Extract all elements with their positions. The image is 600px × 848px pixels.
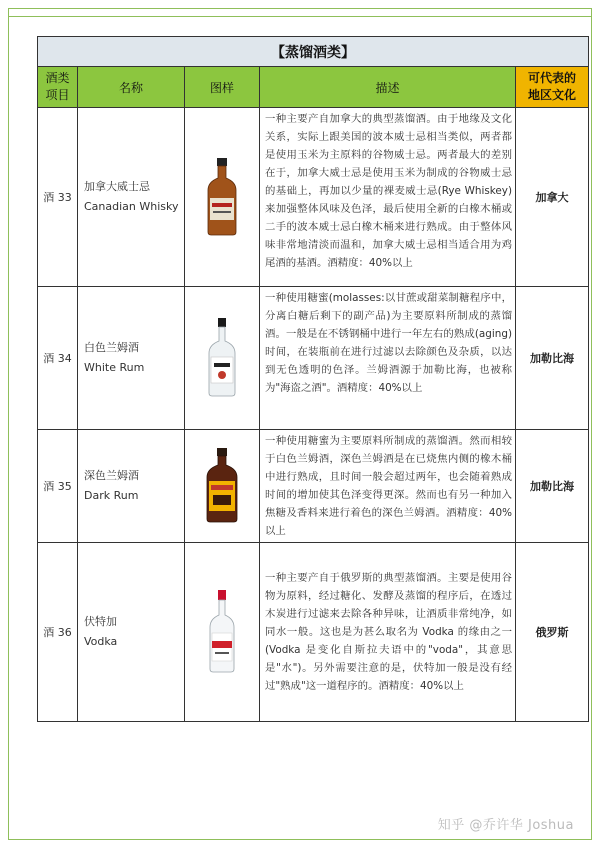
name-cn: 加拿大威士忌	[84, 180, 150, 193]
spirits-table	[37, 36, 589, 722]
header-region: 可代表的 地区文化	[516, 67, 589, 108]
top-rule	[8, 16, 592, 17]
row-type: 酒 33	[38, 108, 78, 287]
row-image	[185, 108, 260, 287]
row-name	[78, 287, 185, 430]
table-row	[38, 108, 589, 287]
row-image	[185, 543, 260, 722]
row-image	[185, 430, 260, 543]
header-name: 名称	[78, 67, 185, 108]
row-type: 酒 34	[38, 287, 78, 430]
row-name	[78, 430, 185, 543]
table-row	[38, 287, 589, 430]
row-name	[78, 108, 185, 287]
whisky-bottle-image	[202, 156, 242, 236]
name-en: Canadian Whisky	[84, 200, 179, 213]
row-region: 加拿大	[516, 108, 589, 287]
bottle-cap	[217, 158, 227, 166]
name-en: Dark Rum	[84, 489, 139, 502]
row-region: 加勒比海	[516, 287, 589, 430]
watermark: 知乎 @乔许华 Joshua	[437, 818, 574, 833]
header-row	[38, 67, 589, 108]
vodka-bottle-image	[205, 589, 239, 673]
row-region: 俄罗斯	[516, 543, 589, 722]
table-title: 【蒸馏酒类】	[38, 37, 589, 67]
row-description: 一种主要产自于俄罗斯的典型蒸馏酒。主要是使用谷物为原料，经过糖化、发酵及蒸馏的程序后，在透过木炭进行过滤来去除各种异味，让酒质非常纯净，如同水一般。这也是为甚么取名为 Vodka 的缘由之一(Vodka 是变化自斯拉夫语中的"voda"，其意思是"水")。另外需要注意的是，伏特加一般是没有经过"熟成"这一道程序的。酒精度：40%以上	[260, 543, 516, 722]
bottle-label	[211, 357, 233, 383]
row-name	[78, 543, 185, 722]
name-cn: 深色兰姆酒	[84, 469, 139, 482]
header-type: 酒类 项目	[38, 67, 78, 108]
name-en: Vodka	[84, 635, 118, 648]
row-region: 加勒比海	[516, 430, 589, 543]
white-rum-bottle-image	[204, 317, 240, 397]
bottle-cap	[218, 590, 226, 600]
row-description: 一种使用糖蜜为主要原料所制成的蒸馏酒。然而相较于白色兰姆酒，深色兰姆酒是在已烧焦内侧的橡木桶中进行熟成，且时间一般会超过两年，也会随着熟成时间的增加使其色泽变得更深。然而也有另一种加入焦糖及香料来进行着色的深色兰姆酒。酒精度：40%以上	[260, 430, 516, 543]
row-type: 酒 36	[38, 543, 78, 722]
row-description: 一种使用糖蜜(molasses:以甘蔗或甜菜制糖程序中，分离白糖后剩下的副产品)为主要原料所制成的蒸馏酒。一般是在不锈钢桶中进行一年左右的熟成(aging)时间，在装瓶前在进行过滤以去除颜色及杂质，以达到无色透明的色泽。兰姆酒源于加勒比海，也被称为"海盗之酒"。酒精度：40%以上	[260, 287, 516, 430]
bottle-cap	[217, 448, 227, 456]
name-cn: 伏特加	[84, 615, 117, 628]
row-type: 酒 35	[38, 430, 78, 543]
bottle-label	[210, 198, 234, 220]
row-image	[185, 287, 260, 430]
table-row	[38, 430, 589, 543]
name-cn: 白色兰姆酒	[84, 341, 139, 354]
dark-rum-bottle-image	[202, 447, 242, 523]
bottle-cap	[218, 318, 226, 327]
row-description: 一种主要产自加拿大的典型蒸馏酒。由于地缘及文化关系，实际上跟美国的波本威士忌相当类似，两者都是使用玉米为主原料的谷物威士忌。两者最大的差别在于，加拿大威士忌是使用玉米为制成的谷物威士忌的基础上，再加以少量的裸麦威士忌(Rye Whiskey)来加强整体风味及色泽，最后使用全新的白橡木桶或二手的波本威士忌白橡木桶来进行熟成。由于整体风味非常地清淡而温和，加拿大威士忌相当适合用为鸡尾酒的基酒。酒精度：40%以上	[260, 108, 516, 287]
header-image: 图样	[185, 67, 260, 108]
name-en: White Rum	[84, 361, 145, 374]
table-row	[38, 543, 589, 722]
header-description: 描述	[260, 67, 516, 108]
